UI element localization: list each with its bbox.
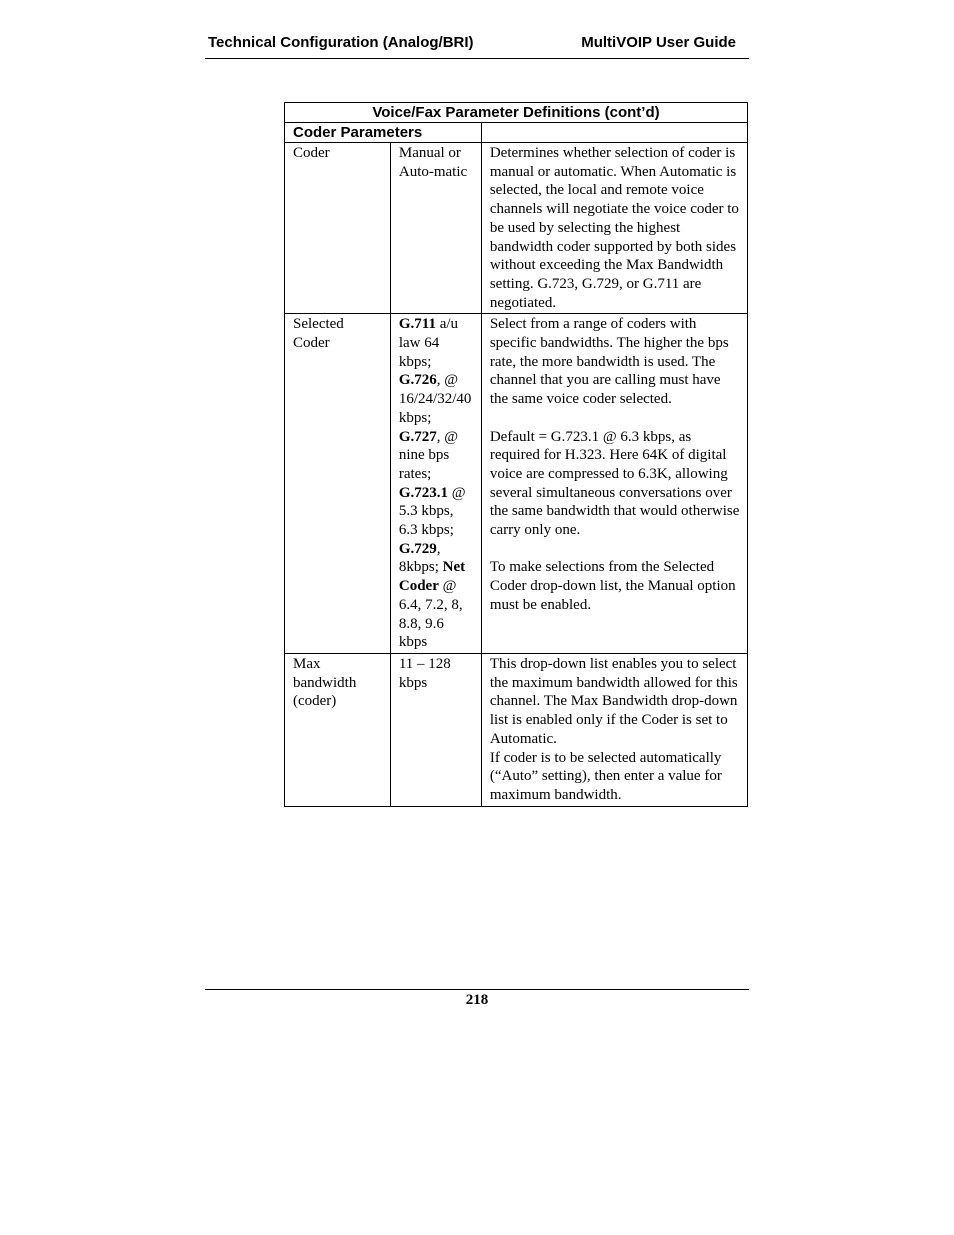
header-section-title: Technical Configuration (Analog/BRI) xyxy=(208,34,474,51)
page-header xyxy=(205,34,749,59)
description-paragraph: If coder is to be selected automatically (“Auto” setting), then enter a value for maximum bandwidth. xyxy=(489,749,722,803)
param-description xyxy=(481,314,747,654)
coder-option: G.726, @ 16/24/32/40 kbps; xyxy=(398,372,472,426)
coder-option: G.723.1 @ 5.3 kbps, 6.3 kbps; xyxy=(398,484,466,539)
section-empty-cell xyxy=(481,123,747,143)
coder-option: G.729, 8kbps; xyxy=(398,540,441,576)
page-number: 218 xyxy=(465,992,489,1008)
param-values: 11 – 128 kbps xyxy=(390,653,481,806)
description-paragraph: Select from a range of coders with specific bandwidths. The higher the bps rate, the more bandwidth is used. The channel that you are calling must have the same voice coder selected. xyxy=(489,316,729,408)
table-row xyxy=(285,143,748,314)
param-description xyxy=(481,653,747,806)
param-name: Selected Coder xyxy=(285,314,391,654)
table-row xyxy=(285,314,748,654)
table-title-row xyxy=(285,103,748,123)
description-paragraph: To make selections from the Selected Coder drop-down list, the Manual option must be enabled. xyxy=(489,559,736,613)
footer-rule xyxy=(205,989,749,990)
section-title: Coder Parameters xyxy=(285,123,482,143)
section-header-row xyxy=(285,123,748,143)
header-guide-title: MultiVOIP User Guide xyxy=(581,34,736,51)
table-row xyxy=(285,653,748,806)
param-name: Max bandwidth (coder) xyxy=(285,653,391,806)
description-paragraph: Default = G.723.1 @ 6.3 kbps, as required for H.323. Here 64K of digital voice are compressed to 6.3K, allowing several simultaneous conversations over the same bandwidth that would otherwise carry only one. xyxy=(489,428,740,539)
param-values: Manual or Auto-matic xyxy=(390,143,481,314)
coder-option: Net Coder @ 6.4, 7.2, 8, 8.8, 9.6 kbps xyxy=(398,559,466,651)
table-title: Voice/Fax Parameter Definitions (cont’d) xyxy=(285,103,748,123)
parameter-definitions-table xyxy=(284,102,748,807)
coder-option: G.727, @ nine bps rates; xyxy=(398,428,459,482)
param-values xyxy=(390,314,481,654)
coder-option: G.711 a/u law 64 kbps; xyxy=(398,316,459,370)
param-name: Coder xyxy=(285,143,391,314)
description-paragraph: This drop-down list enables you to select the maximum bandwidth allowed for this channel. The Max Bandwidth drop-down list is enabled only if the Coder is set to Automatic. xyxy=(489,655,738,747)
param-description: Determines whether selection of coder is manual or automatic. When Automatic is selected, the local and remote voice channels will negotiate the voice coder to be used by selecting the highest bandwidth coder supported by both sides without exceeding the Max Bandwidth setting. G.723, G.729, or G.711 are negotiated. xyxy=(481,143,747,314)
